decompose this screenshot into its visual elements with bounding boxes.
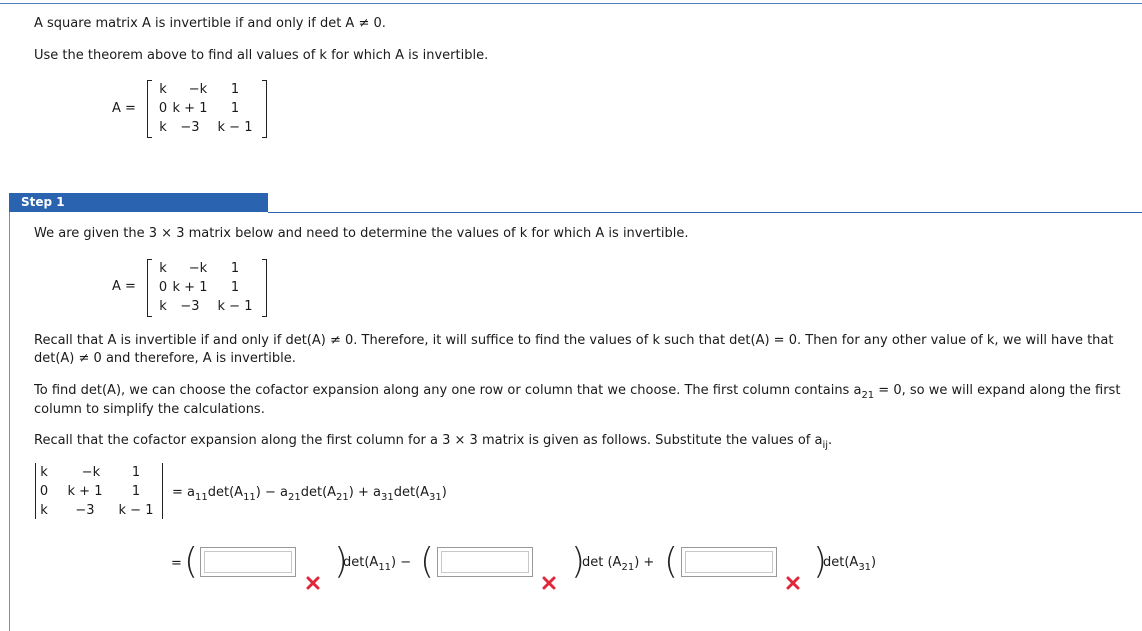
answer-input-a21[interactable]: [437, 547, 533, 577]
close-paren: ): [571, 541, 586, 582]
text-run: = 0, so we will expand along the first: [874, 383, 1121, 398]
left-bracket: [147, 259, 152, 317]
matrix-cell: k: [159, 120, 167, 135]
left-bracket: [147, 80, 152, 138]
text-run: det(A: [207, 485, 244, 500]
matrix-cell: k + 1: [172, 101, 208, 116]
text-run: a: [187, 485, 196, 500]
text-run: a: [280, 485, 288, 500]
answer-input-a31[interactable]: [681, 547, 777, 577]
step-para-given: We are given the 3 × 3 matrix below and need to determine the values of k for which A is invertible.: [34, 226, 689, 241]
text-run: Recall that the cofactor expansion along the first column for a 3 × 3 matrix is given as follows. Substitute the values of a: [34, 433, 823, 448]
matrix-cell: 1: [131, 484, 141, 499]
open-paren: (: [184, 541, 199, 582]
right-bracket: [262, 259, 267, 317]
matrix-label: A =: [112, 279, 136, 294]
det-right-bar: [162, 463, 163, 519]
text-run: det(A: [300, 485, 337, 500]
expansion-formula: [172, 484, 447, 503]
text-run: ): [441, 485, 447, 500]
text-run: det(A: [343, 555, 379, 570]
close-paren: ): [813, 541, 828, 582]
matrix-cell: k: [159, 82, 167, 97]
matrix-cell: 1: [230, 261, 240, 276]
det-a21-label: [582, 554, 654, 573]
subscript: 11: [195, 492, 208, 503]
x-stroke: [788, 578, 798, 588]
step-left-border: [9, 212, 10, 631]
matrix-cell: −3: [180, 120, 200, 135]
text-run: ) +: [348, 485, 374, 500]
matrix-cell: k + 1: [67, 484, 103, 499]
det-a31-label: [823, 554, 876, 573]
step-label: Step 1: [21, 195, 65, 209]
matrix-cell: −k: [81, 465, 101, 480]
step-header: [9, 193, 268, 212]
step-para-recall-1: Recall that A is invertible if and only if det(A) ≠ 0. Therefore, it will suffice to find the values of k such that det(A) = 0. Then for any other value of k, we will have that: [34, 333, 1114, 348]
matrix-cell: 1: [230, 101, 240, 116]
instruction-text: Use the theorem above to find all values of k for which A is invertible.: [34, 48, 489, 63]
subscript: 21: [861, 390, 875, 401]
theorem-text: A square matrix A is invertible if and only if det A ≠ 0.: [34, 16, 386, 31]
matrix-cell: k − 1: [217, 120, 253, 135]
text-run: ) −: [255, 485, 281, 500]
subscript: 11: [243, 492, 256, 503]
subscript: 31: [380, 492, 394, 503]
close-paren: ): [334, 541, 349, 582]
x-stroke: [544, 578, 554, 588]
matrix-cell: k: [159, 299, 167, 314]
matrix-label: A =: [112, 101, 136, 116]
text-run: .: [828, 433, 833, 448]
step-divider: [268, 212, 1142, 213]
answer-input-a11[interactable]: [200, 547, 296, 577]
matrix-cell: k: [159, 261, 167, 276]
det-left-bar: [35, 463, 36, 519]
step-para-cofactor-1: [34, 382, 1120, 401]
answer-equals: =: [171, 556, 182, 571]
matrix-cell: 1: [230, 82, 240, 97]
text-run: a: [373, 485, 381, 500]
input-field[interactable]: [685, 551, 773, 573]
text-run: det (A: [582, 555, 622, 570]
matrix-cell: 1: [131, 465, 141, 480]
subscript: 21: [336, 492, 349, 503]
matrix-cell: k: [40, 503, 48, 518]
text-run: ) +: [634, 555, 655, 570]
matrix-cell: k: [40, 465, 48, 480]
subscript: 21: [288, 492, 301, 503]
matrix-cell: k − 1: [217, 299, 253, 314]
matrix-cell: 0: [158, 280, 168, 295]
subscript: 21: [621, 562, 635, 573]
right-bracket: [262, 80, 267, 138]
text-run: det(A: [393, 485, 430, 500]
incorrect-icon: [786, 576, 800, 590]
subscript: 11: [378, 562, 392, 573]
matrix-cell: k − 1: [118, 503, 154, 518]
matrix-a-step: [147, 259, 267, 317]
equals: =: [172, 485, 183, 500]
top-divider: [0, 3, 1142, 4]
matrix-cell: 1: [230, 280, 240, 295]
determinant-a: [35, 463, 165, 521]
subscript: 31: [429, 492, 442, 503]
matrix-cell: k + 1: [172, 280, 208, 295]
step-para-cofactor-2: column to simplify the calculations.: [34, 402, 265, 417]
open-paren: (: [420, 541, 435, 582]
subscript: 31: [858, 562, 872, 573]
incorrect-icon: [542, 576, 556, 590]
text-run: det(A: [823, 555, 859, 570]
matrix-cell: 0: [39, 484, 49, 499]
subscript: ij: [822, 440, 829, 451]
matrix-cell: −k: [188, 82, 208, 97]
matrix-cell: 0: [158, 101, 168, 116]
incorrect-icon: [306, 576, 320, 590]
text-run: ): [871, 555, 877, 570]
matrix-a: [147, 80, 267, 138]
det-a11-label: [343, 554, 411, 573]
matrix-cell: −3: [180, 299, 200, 314]
input-field[interactable]: [204, 551, 292, 573]
text-run: ) −: [391, 555, 412, 570]
text-run: To find det(A), we can choose the cofactor expansion along any one row or column that we choose. The first column contains a: [34, 383, 862, 398]
input-field[interactable]: [441, 551, 529, 573]
matrix-cell: −3: [75, 503, 95, 518]
step-para-substitute: [34, 432, 832, 451]
matrix-cell: −k: [188, 261, 208, 276]
open-paren: (: [664, 541, 679, 582]
step-para-recall-2: det(A) ≠ 0 and therefore, A is invertible.: [34, 351, 296, 366]
x-stroke: [308, 578, 318, 588]
